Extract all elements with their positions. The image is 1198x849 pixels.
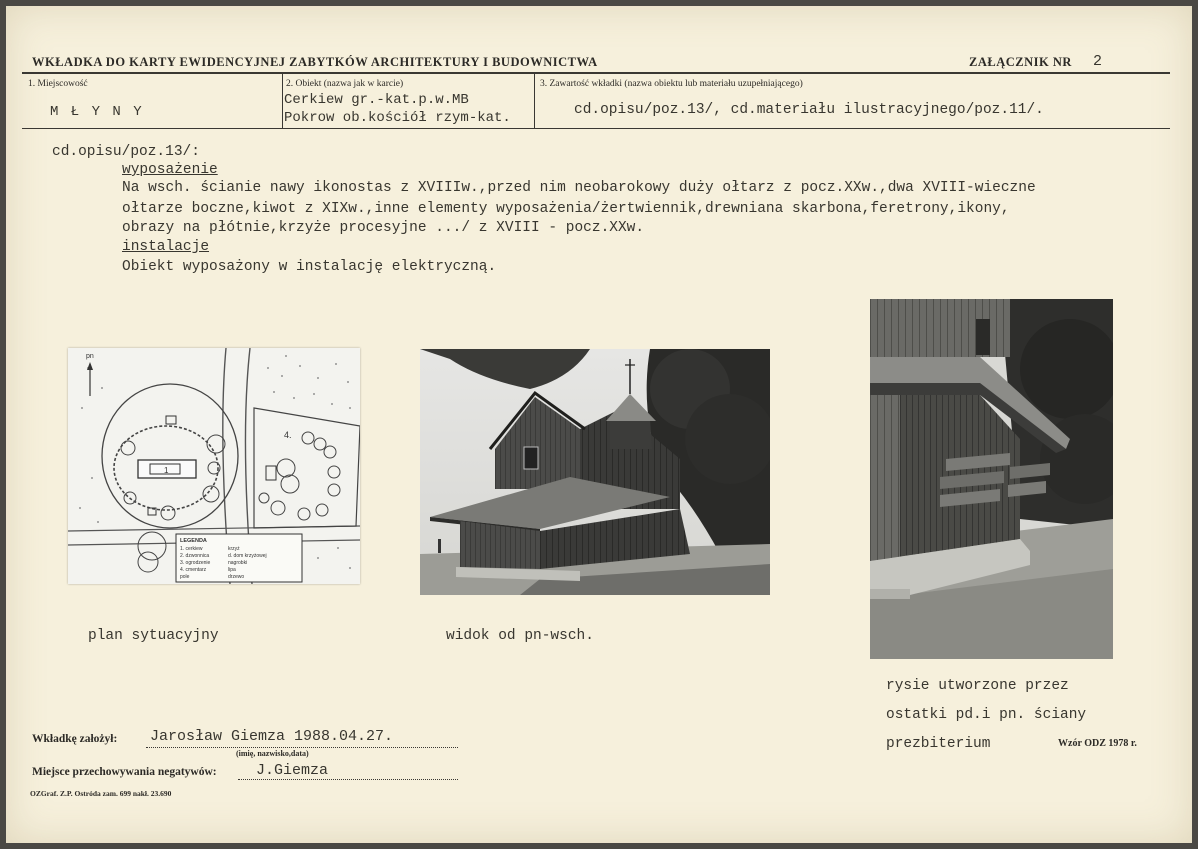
- object-label: 2. Obiekt (nazwa jak w karcie): [286, 79, 404, 89]
- content-value: cd.opisu/poz.13/, cd.materiału ilustracyjnego/poz.11/.: [574, 102, 1044, 118]
- founder-hint: (imię, nazwisko,data): [236, 749, 309, 758]
- legend-item-6: d. dom krzyżowej: [228, 553, 267, 559]
- intro-line: cd.opisu/poz.13/:: [52, 144, 200, 160]
- church-photo: [420, 349, 770, 595]
- detail-caption-line2: ostatki pd.i pn. ściany: [886, 707, 1087, 723]
- storage-dotted-line: [238, 779, 458, 780]
- wall-detail-photo: [870, 299, 1113, 659]
- founder-label: Wkładkę założył:: [32, 733, 118, 745]
- site-plan-drawing: [68, 348, 360, 584]
- wall-detail-drawing: [870, 299, 1113, 659]
- site-plan-image: [68, 348, 360, 584]
- annex-number: 2: [1093, 53, 1103, 70]
- header-rule: [22, 72, 1170, 74]
- printer-note: OZGraf. Z.P. Ostróda zam. 699 nakł. 23.690: [30, 789, 172, 798]
- card-title: WKŁADKA DO KARTY EWIDENCYJNEJ ZABYTKÓW ARCHITEKTURY I BUDOWNICTWA: [32, 55, 598, 69]
- north-label: pn: [86, 353, 94, 360]
- plot-number: 4.: [284, 430, 292, 440]
- legend-item-7: nagrobki: [228, 560, 248, 566]
- section-heading-installations: instalacje: [122, 239, 210, 255]
- object-value-line2: Pokrow ob.kościół rzym-kat.: [284, 110, 511, 126]
- detail-caption-line1: rysie utworzone przez: [886, 678, 1069, 694]
- content-label: 3. Zawartość wkładki (nazwa obiektu lub materiału uzupełniającego): [540, 79, 803, 89]
- founder-value: Jarosław Giemza 1988.04.27.: [150, 728, 394, 745]
- legend-item-9: drzewo: [228, 574, 245, 580]
- legend-item-10: pole: [180, 574, 190, 580]
- legend-item-1: 1. cerkiew: [180, 546, 203, 552]
- legend-item-2: 2. dzwonnica: [180, 553, 210, 559]
- church-number: 1: [164, 466, 169, 475]
- equipment-line-3: obrazy na płótnie,krzyże procesyjne .../ z XVIII - pocz.XXw.: [122, 220, 645, 236]
- plan-caption: plan sytuacyjny: [88, 628, 219, 644]
- equipment-line-1: Na wsch. ścianie nawy ikonostas z XVIIIw.,przed nim neobarokowy duży ołtarz z pocz.XXw.,dwa XVIII-wieczne: [122, 180, 1036, 196]
- equipment-line-2: ołtarze boczne,kiwot z XIXw.,inne elementy wyposażenia/żertwiennik,drewniana skarbona,feretrony,ikony,: [122, 201, 1010, 217]
- view-caption: widok od pn-wsch.: [446, 628, 594, 644]
- form-code: Wzór ODZ 1978 r.: [1058, 738, 1137, 749]
- legend-item-4: 4. cmentarz: [180, 567, 207, 573]
- inventory-card: [6, 6, 1192, 843]
- locality-value: M Ł Y N Y: [50, 104, 144, 120]
- legend-item-5: krzyż: [228, 546, 240, 552]
- legend-item-8: lipa: [228, 567, 236, 573]
- fields-rule: [22, 128, 1170, 129]
- detail-caption-line3: prezbiterium: [886, 736, 991, 752]
- founder-dotted-line: [146, 747, 458, 748]
- object-value-line1: Cerkiew gr.-kat.p.w.MB: [284, 92, 469, 108]
- installations-line-1: Obiekt wyposażony w instalację elektryczną.: [122, 259, 497, 275]
- storage-label: Miejsce przechowywania negatywów:: [32, 766, 217, 778]
- field-divider-1: [282, 74, 283, 128]
- locality-label: 1. Miejscowość: [28, 79, 88, 89]
- field-divider-2: [534, 74, 535, 128]
- annex-label: ZAŁĄCZNIK NR: [969, 55, 1072, 69]
- legend-item-3: 3. ogrodzenie: [180, 560, 211, 566]
- church-photo-drawing: [420, 349, 770, 595]
- section-heading-equipment: wyposażenie: [122, 162, 218, 178]
- legend-title: LEGENDA: [180, 538, 207, 544]
- storage-value: J.Giemza: [256, 762, 329, 779]
